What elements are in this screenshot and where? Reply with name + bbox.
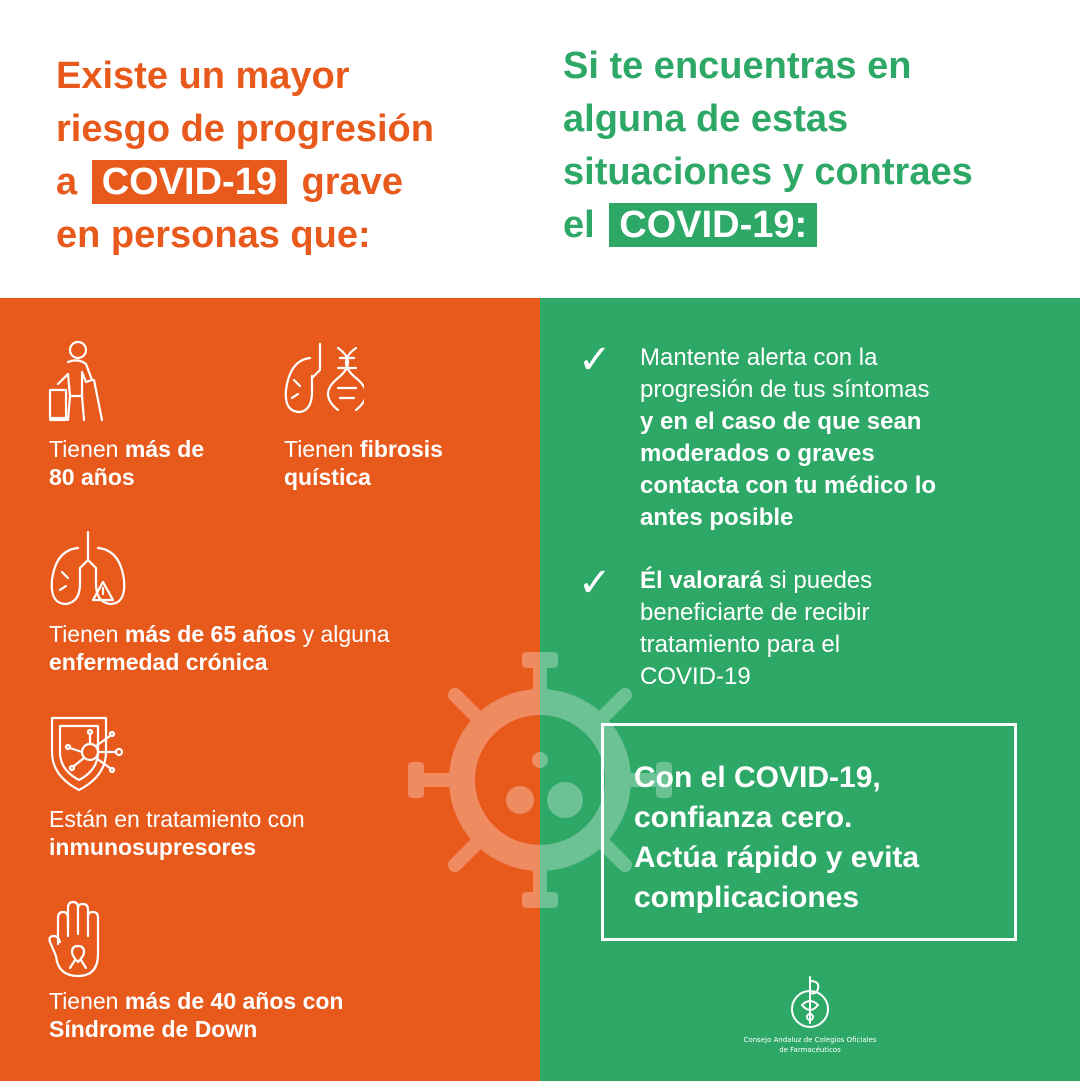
elderly-person-icon bbox=[48, 340, 110, 422]
advice-bold: antes posible bbox=[640, 504, 794, 531]
headline-line bbox=[563, 199, 973, 252]
logo-line: de Farmacéuticos bbox=[779, 1046, 841, 1054]
organization-logo bbox=[720, 975, 900, 1065]
risk-bold: enfermedad crónica bbox=[49, 649, 268, 675]
advice-bold: y en el caso de que sean bbox=[640, 408, 922, 435]
risk-bold: más de 40 años con bbox=[124, 988, 344, 1014]
risk-text: y alguna bbox=[296, 621, 390, 647]
advice-line: tratamiento para el bbox=[640, 631, 841, 658]
risk-age80 bbox=[49, 435, 204, 491]
callout-text bbox=[634, 758, 1014, 918]
risk-immunosuppressants bbox=[49, 805, 305, 861]
risk-bold: inmunosupresores bbox=[49, 834, 257, 860]
advice-line: Mantente alerta con la bbox=[640, 344, 878, 371]
advice-bold: Él valorará bbox=[640, 567, 763, 594]
risk-age65 bbox=[49, 620, 390, 676]
headline-word: grave bbox=[301, 161, 403, 203]
advice-text bbox=[640, 342, 1020, 534]
lungs-dna-icon bbox=[282, 340, 364, 416]
headline-risk bbox=[56, 50, 434, 262]
header-section bbox=[0, 0, 1080, 298]
covid-highlight: COVID-19 bbox=[92, 160, 287, 204]
check-icon: ✓ bbox=[578, 561, 612, 605]
risk-bold: más de 65 años bbox=[124, 621, 297, 647]
callout-line: Actúa rápido y evita bbox=[634, 841, 920, 874]
risk-text: Están en tratamiento con bbox=[49, 806, 305, 832]
headline-line: en personas que: bbox=[56, 214, 371, 256]
callout-line: Con el COVID-19, bbox=[634, 761, 881, 794]
risk-bold: 80 años bbox=[49, 464, 135, 490]
advice-line: beneficiarte de recibir bbox=[640, 599, 870, 626]
headline-word: a bbox=[56, 161, 78, 203]
shield-virus-icon bbox=[48, 712, 128, 792]
headline-word: el bbox=[563, 204, 595, 246]
callout-line: complicaciones bbox=[634, 881, 860, 914]
risk-down-syndrome bbox=[49, 987, 343, 1043]
headline-line bbox=[56, 156, 434, 209]
headline-line: riesgo de progresión bbox=[56, 108, 434, 150]
organization-name bbox=[720, 1035, 900, 1055]
check-icon: ✓ bbox=[578, 338, 612, 382]
covid-highlight: COVID-19: bbox=[609, 203, 817, 247]
risk-fibrosis bbox=[284, 435, 443, 491]
risk-text: Tienen bbox=[49, 621, 125, 647]
advice-bold: moderados o graves bbox=[640, 440, 875, 467]
advice-line: COVID-19 bbox=[640, 663, 751, 690]
headline-line: Existe un mayor bbox=[56, 55, 350, 97]
advice-bold: contacta con tu médico lo bbox=[640, 472, 937, 499]
hand-ribbon-icon bbox=[48, 900, 108, 980]
advice-line: progresión de tus síntomas bbox=[640, 376, 930, 403]
risk-text: Tienen bbox=[284, 436, 360, 462]
headline-line: Si te encuentras en bbox=[563, 45, 912, 87]
risk-bold: Síndrome de Down bbox=[49, 1016, 258, 1042]
headline-situation bbox=[563, 40, 973, 252]
callout-line: confianza cero. bbox=[634, 801, 853, 834]
advice-text bbox=[640, 565, 1020, 693]
risk-bold: más de bbox=[124, 436, 205, 462]
lungs-warning-icon bbox=[48, 530, 128, 610]
risk-text: Tienen bbox=[49, 988, 125, 1014]
risk-bold: fibrosis bbox=[359, 436, 443, 462]
callout-box bbox=[601, 723, 1017, 941]
headline-line: alguna de estas bbox=[563, 98, 849, 140]
risk-bold: quística bbox=[284, 464, 371, 490]
logo-line: Consejo Andaluz de Colegios Oficiales bbox=[743, 1036, 877, 1044]
advice-line: si puedes bbox=[762, 567, 873, 594]
risk-text: Tienen bbox=[49, 436, 125, 462]
headline-line: situaciones y contraes bbox=[563, 151, 973, 193]
pharmacy-logo-icon bbox=[788, 975, 832, 1031]
